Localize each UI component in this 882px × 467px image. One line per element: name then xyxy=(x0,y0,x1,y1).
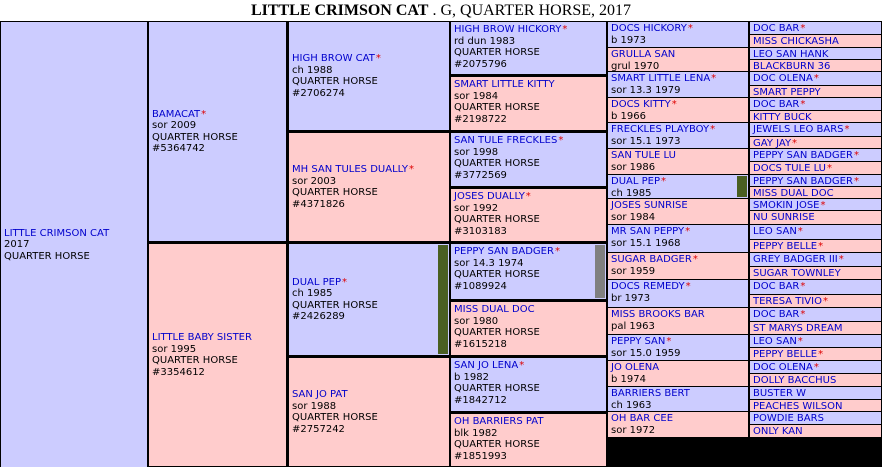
great-grandparent-cell xyxy=(451,302,606,355)
gen5-ancestor-cell xyxy=(750,225,881,239)
horse-name-link[interactable] xyxy=(753,150,878,161)
horse-detail: sor 15.0 1959 xyxy=(611,347,681,359)
horse-name-link[interactable] xyxy=(753,49,878,59)
horse-name[interactable]: MISS CHICKASHA xyxy=(753,36,839,47)
great-grandparent-cell xyxy=(451,414,606,466)
horse-detail: sor 15.1 1968 xyxy=(611,237,681,249)
horse-name[interactable]: JOSES SUNRISE xyxy=(611,200,688,211)
horse-name-link[interactable] xyxy=(753,336,878,347)
horse-name-link[interactable] xyxy=(454,24,603,36)
horse-detail: pal 1963 xyxy=(611,320,655,332)
star-marker: * xyxy=(661,176,666,187)
horse-detail: sor 14.3 1974 xyxy=(454,257,524,269)
star-marker: * xyxy=(800,309,806,320)
gen5-ancestor-cell xyxy=(750,211,881,224)
gen5-ancestor-cell xyxy=(750,240,881,252)
horse-detail: sor 1988 xyxy=(292,400,337,412)
horse-name[interactable]: SMOKIN JOSE xyxy=(753,200,820,210)
horse-name-link[interactable] xyxy=(611,23,745,35)
gen4-ancestor-cell xyxy=(608,72,748,97)
horse-detail: sor 2003 xyxy=(292,175,337,187)
horse-name-link[interactable] xyxy=(454,416,603,428)
gen5-ancestor-cell xyxy=(750,361,881,373)
horse-detail: #1842712 xyxy=(454,394,507,406)
gen5-ancestor-cell xyxy=(750,308,881,321)
gen5-ancestor-cell xyxy=(750,137,881,148)
horse-detail: sor 1986 xyxy=(611,161,656,173)
title-horse-name: LITTLE CRIMSON CAT xyxy=(250,2,429,19)
horse-detail: #1851993 xyxy=(454,450,507,462)
star-marker: * xyxy=(800,281,806,292)
star-marker: * xyxy=(844,124,850,135)
horse-detail: QUARTER HORSE xyxy=(152,131,238,143)
horse-detail: rd dun 1983 xyxy=(454,35,516,47)
horse-name[interactable]: DOLLY BACCHUS xyxy=(753,375,837,386)
gen5-ancestor-cell xyxy=(750,35,881,47)
star-marker: * xyxy=(375,53,381,64)
horse-name-link[interactable] xyxy=(753,23,878,34)
horse-name-link[interactable] xyxy=(753,281,878,293)
star-marker: * xyxy=(800,23,806,34)
horse-name[interactable]: SMART LITTLE KITTY xyxy=(454,79,555,90)
horse-name-link[interactable] xyxy=(454,246,592,258)
star-marker: * xyxy=(562,24,568,35)
subject-horse xyxy=(1,22,147,467)
horse-name-link[interactable] xyxy=(753,87,878,97)
horse-detail: QUARTER HORSE xyxy=(454,214,540,225)
gen5-ancestor-cell xyxy=(750,175,881,186)
horse-name[interactable]: BARRIERS BERT xyxy=(611,388,690,399)
horse-detail: ch 1988 xyxy=(292,64,333,76)
gen5-ancestor-cell xyxy=(750,412,881,424)
horse-name[interactable]: TERESA TIVIO xyxy=(753,296,822,307)
horse-name-link[interactable] xyxy=(611,124,745,136)
horse-name[interactable]: HIGH BROW HICKORY xyxy=(454,24,562,35)
great-grandparent-cell xyxy=(451,77,606,130)
horse-detail: #2706274 xyxy=(292,87,345,99)
horse-detail: #2426289 xyxy=(292,311,345,322)
gen4-ancestor-cell xyxy=(608,361,748,386)
star-marker: * xyxy=(853,176,859,186)
horse-name[interactable]: DOCS KITTY xyxy=(611,99,671,110)
horse-name[interactable]: OH BAR CEE xyxy=(611,413,674,424)
horse-name[interactable]: JOSES DUALLY xyxy=(454,191,525,202)
horse-name[interactable]: BUSTER W xyxy=(753,388,806,399)
great-grandparent-cell xyxy=(451,133,606,186)
horse-name-link[interactable] xyxy=(611,150,745,162)
horse-detail: sor 13.3 1979 xyxy=(611,84,681,96)
horse-name[interactable]: HIGH BROW CAT xyxy=(292,53,375,64)
star-marker: * xyxy=(826,163,832,174)
horse-name-link[interactable] xyxy=(611,388,745,400)
gen4-ancestor-cell xyxy=(608,48,748,71)
horse-name[interactable]: ST MARYS DREAM xyxy=(753,323,843,334)
inbreeding-bar xyxy=(438,245,448,354)
horse-name-link[interactable] xyxy=(753,375,878,386)
horse-name[interactable]: DOC OLENA xyxy=(753,73,813,84)
star-marker: * xyxy=(838,254,844,265)
horse-name[interactable]: DOC BAR xyxy=(753,281,800,292)
gen5-ancestor-cell xyxy=(750,295,881,307)
horse-name[interactable]: MH SAN TULES DUALLY xyxy=(292,164,408,175)
horse-detail: ch 1985 xyxy=(611,187,652,198)
horse-detail: QUARTER HORSE xyxy=(454,102,540,113)
horse-detail: br 1973 xyxy=(611,292,651,304)
horse-name-link[interactable] xyxy=(611,309,745,321)
horse-name[interactable]: MR SAN PEPPY xyxy=(611,226,685,237)
horse-name[interactable]: LITTLE CRIMSON CAT xyxy=(4,227,110,239)
great-grandparent-cell xyxy=(451,358,606,411)
horse-name[interactable]: SUGAR TOWNLEY xyxy=(753,268,841,279)
horse-name-link[interactable] xyxy=(753,241,878,252)
horse-name[interactable]: GAY JAY xyxy=(753,138,792,148)
horse-name[interactable]: SMART LITTLE LENA xyxy=(611,73,711,84)
horse-name[interactable]: PEPPY SAN xyxy=(611,336,666,347)
horse-detail: sor 1992 xyxy=(454,202,499,214)
horse-detail: #1089924 xyxy=(454,280,507,292)
horse-name-link[interactable] xyxy=(753,36,878,47)
horse-detail: b 1974 xyxy=(611,373,646,385)
horse-name-link[interactable] xyxy=(753,349,878,360)
horse-name-link[interactable] xyxy=(292,389,446,401)
gen4-ancestor-cell xyxy=(608,412,748,437)
horse-detail: #3103183 xyxy=(454,225,507,237)
horse-name-link[interactable] xyxy=(611,281,745,293)
horse-detail: QUARTER HORSE xyxy=(292,76,378,87)
horse-name[interactable]: GREY BADGER III xyxy=(753,254,838,265)
horse-name[interactable]: DOC BAR xyxy=(753,99,800,110)
horse-name-link[interactable] xyxy=(753,388,878,399)
inbreeding-bar xyxy=(737,176,747,197)
horse-name-link[interactable] xyxy=(753,99,878,110)
horse-name-link[interactable] xyxy=(753,138,878,148)
grandparent-cell xyxy=(289,244,449,355)
star-marker: * xyxy=(853,150,859,161)
horse-name[interactable]: PEPPY SAN BADGER xyxy=(454,246,554,257)
horse-detail: sor 15.1 1973 xyxy=(611,135,681,147)
gen4-ancestor-cell xyxy=(608,225,748,252)
horse-name-link[interactable] xyxy=(454,360,603,372)
gen5-ancestor-cell xyxy=(750,86,881,97)
gen5-ancestor-cell xyxy=(750,162,881,174)
horse-detail: 2017 xyxy=(4,239,30,251)
horse-detail: b 1982 xyxy=(454,371,489,383)
horse-name[interactable]: SAN JO LENA xyxy=(454,360,519,371)
horse-name[interactable]: POWDIE BARS xyxy=(753,413,824,424)
gen4-ancestor-cell xyxy=(608,335,748,360)
horse-name-link[interactable] xyxy=(753,296,878,307)
horse-detail: sor 1998 xyxy=(454,146,499,158)
star-marker: * xyxy=(671,99,677,110)
horse-detail: #4371826 xyxy=(292,198,345,210)
horse-name[interactable]: FRECKLES PLAYBOY xyxy=(611,124,710,135)
horse-detail: blk 1982 xyxy=(454,427,498,439)
star-marker: * xyxy=(797,226,803,237)
gen5-ancestor-cell xyxy=(750,22,881,34)
gen4-ancestor-cell xyxy=(608,199,748,224)
horse-name-link[interactable] xyxy=(753,212,878,224)
star-marker: * xyxy=(409,164,414,175)
star-marker: * xyxy=(820,200,826,210)
horse-detail: QUARTER HORSE xyxy=(454,158,540,169)
horse-name-link[interactable] xyxy=(292,164,446,176)
horse-name[interactable]: GRULLA SAN xyxy=(611,49,676,60)
horse-name[interactable]: DOCS HICKORY xyxy=(611,23,687,34)
star-marker: * xyxy=(687,23,693,34)
gen5-ancestor-cell xyxy=(750,111,881,122)
horse-detail: #3772569 xyxy=(454,169,507,181)
horse-name[interactable]: SMART PEPPY xyxy=(753,87,821,97)
horse-name[interactable]: DUAL PEP xyxy=(611,176,660,187)
horse-name[interactable]: JEWELS LEO BARS xyxy=(753,124,844,135)
star-marker: * xyxy=(818,349,824,360)
horse-detail: QUARTER HORSE xyxy=(292,187,378,198)
gen5-ancestor-cell xyxy=(750,48,881,59)
horse-detail: QUARTER HORSE xyxy=(152,355,238,366)
horse-detail: sor 1980 xyxy=(454,315,499,327)
gen5-ancestor-cell xyxy=(750,123,881,136)
horse-name-link[interactable] xyxy=(753,309,878,321)
grandparent-cell xyxy=(289,358,449,466)
star-marker: * xyxy=(519,360,525,371)
gen5-ancestor-cell xyxy=(750,280,881,294)
great-grandparent-cell xyxy=(451,244,606,299)
horse-name-link[interactable] xyxy=(611,176,734,188)
horse-name[interactable]: DOCS REMEDY xyxy=(611,281,685,292)
horse-name-link[interactable] xyxy=(611,336,745,348)
horse-name[interactable]: MISS DUAL DOC xyxy=(753,188,834,198)
horse-name[interactable]: BAMACAT xyxy=(152,108,201,120)
sire-dam-cell xyxy=(149,244,286,466)
star-marker: * xyxy=(558,135,564,146)
gen5-ancestor-cell xyxy=(750,335,881,347)
horse-name-link[interactable] xyxy=(753,188,878,198)
horse-detail: QUARTER HORSE xyxy=(454,47,540,58)
horse-name[interactable]: PEPPY BELLE xyxy=(753,241,818,252)
horse-name-link[interactable] xyxy=(292,277,435,289)
horse-name-link[interactable] xyxy=(753,163,878,174)
gen5-ancestor-cell xyxy=(750,400,881,411)
star-marker: * xyxy=(201,108,207,120)
horse-detail: ch 1963 xyxy=(611,399,652,411)
horse-name[interactable]: LEO SAN xyxy=(753,226,797,237)
horse-name[interactable]: DOC BAR xyxy=(753,23,800,34)
star-marker: * xyxy=(813,362,819,373)
horse-name[interactable]: PEPPY SAN BADGER xyxy=(753,150,853,161)
star-marker: * xyxy=(800,99,806,110)
gen4-ancestor-cell xyxy=(608,98,748,122)
horse-name-link[interactable] xyxy=(753,426,878,437)
horse-name-link[interactable] xyxy=(753,362,878,373)
star-marker: * xyxy=(711,73,717,84)
great-grandparent-cell xyxy=(451,22,606,74)
gen5-ancestor-cell xyxy=(750,60,881,71)
horse-name[interactable]: LEO SAN HANK xyxy=(753,49,829,59)
horse-name[interactable]: BLACKBURN 36 xyxy=(753,61,831,71)
gen4-ancestor-cell xyxy=(608,175,748,198)
horse-name-link[interactable] xyxy=(454,135,603,147)
great-grandparent-cell xyxy=(451,189,606,241)
horse-detail: QUARTER HORSE xyxy=(292,412,378,423)
gen5-ancestor-cell xyxy=(750,425,881,437)
gen4-ancestor-cell xyxy=(608,387,748,411)
inbreeding-bar xyxy=(595,245,605,298)
star-marker: * xyxy=(525,191,531,202)
horse-detail: QUARTER HORSE xyxy=(4,250,90,262)
horse-name-link[interactable] xyxy=(753,413,878,424)
gen4-ancestor-cell xyxy=(608,280,748,307)
gen5-ancestor-cell xyxy=(750,322,881,334)
horse-detail: #5364742 xyxy=(152,143,205,154)
star-marker: * xyxy=(822,296,828,307)
gen4-ancestor-cell xyxy=(608,149,748,174)
horse-name-link[interactable] xyxy=(753,268,878,279)
gen4-ancestor-cell xyxy=(608,253,748,279)
horse-name-link[interactable] xyxy=(753,176,878,186)
horse-name-link[interactable] xyxy=(4,228,144,240)
gen5-ancestor-cell xyxy=(750,199,881,210)
horse-name-link[interactable] xyxy=(753,73,878,85)
star-marker: * xyxy=(792,138,798,148)
horse-detail: sor 1972 xyxy=(611,424,656,436)
horse-name[interactable]: DOC OLENA xyxy=(753,362,813,373)
horse-name-link[interactable] xyxy=(753,61,878,71)
horse-name-link[interactable] xyxy=(611,413,745,425)
horse-name[interactable]: LITTLE BABY SISTER xyxy=(152,332,252,343)
gen5-ancestor-cell xyxy=(750,98,881,110)
horse-name-link[interactable] xyxy=(611,200,745,212)
horse-detail: QUARTER HORSE xyxy=(454,269,540,280)
horse-name-link[interactable] xyxy=(753,401,878,411)
page-title xyxy=(0,0,882,22)
horse-name[interactable]: MISS DUAL DOC xyxy=(454,304,535,315)
horse-name-link[interactable] xyxy=(152,109,283,121)
star-marker: * xyxy=(710,124,716,135)
horse-name-link[interactable] xyxy=(454,79,603,91)
horse-detail: sor 1959 xyxy=(611,265,656,277)
horse-name[interactable]: SUGAR BADGER xyxy=(611,254,692,265)
horse-detail: sor 1984 xyxy=(454,90,499,102)
grandparent-cell xyxy=(289,22,449,130)
horse-name[interactable]: SAN JO PAT xyxy=(292,389,348,400)
star-marker: * xyxy=(666,336,672,347)
horse-detail: #3354612 xyxy=(152,366,205,378)
grandparent-cell xyxy=(289,133,449,241)
horse-name-link[interactable] xyxy=(753,226,878,238)
horse-detail: #2198722 xyxy=(454,113,507,125)
horse-name-link[interactable] xyxy=(753,200,878,210)
horse-detail: ch 1985 xyxy=(292,288,333,299)
horse-name-link[interactable] xyxy=(753,323,878,334)
horse-name[interactable]: PEACHES WILSON xyxy=(753,401,843,411)
gen4-ancestor-cell xyxy=(608,22,748,47)
horse-name-link[interactable] xyxy=(454,304,603,316)
horse-detail: QUARTER HORSE xyxy=(454,383,540,394)
horse-name[interactable]: LEO SAN xyxy=(753,336,797,347)
horse-name[interactable]: DOC BAR xyxy=(753,309,800,320)
sire-dam-cell xyxy=(149,22,286,241)
horse-detail: grul 1970 xyxy=(611,60,660,71)
horse-name-link[interactable] xyxy=(152,332,283,344)
horse-name[interactable]: SAN TULE FRECKLES xyxy=(454,135,558,146)
horse-name[interactable]: OH BARRIERS PAT xyxy=(454,416,544,427)
star-marker: * xyxy=(813,73,819,84)
horse-name[interactable]: PEPPY SAN BADGER xyxy=(753,176,853,186)
horse-detail: QUARTER HORSE xyxy=(454,439,540,450)
gen5-ancestor-cell xyxy=(750,187,881,198)
star-marker: * xyxy=(797,336,803,347)
horse-name[interactable]: KITTY BUCK xyxy=(753,112,812,122)
horse-name-link[interactable] xyxy=(753,112,878,122)
horse-name[interactable]: PEPPY BELLE xyxy=(753,349,818,360)
horse-name[interactable]: ONLY KAN xyxy=(753,426,803,437)
gen5-ancestor-cell xyxy=(750,149,881,161)
horse-detail: QUARTER HORSE xyxy=(454,327,540,338)
star-marker: * xyxy=(342,276,347,288)
horse-detail: sor 1995 xyxy=(152,343,197,355)
gen5-ancestor-cell xyxy=(750,374,881,386)
horse-name[interactable]: JO OLENA xyxy=(611,362,660,373)
gen5-ancestor-cell xyxy=(750,348,881,360)
gen5-ancestor-cell xyxy=(750,72,881,85)
horse-name-link[interactable] xyxy=(611,362,745,374)
star-marker: * xyxy=(685,281,691,292)
horse-name[interactable]: SAN TULE LU xyxy=(611,150,676,161)
horse-detail: #2757242 xyxy=(292,423,345,435)
horse-name[interactable]: NU SUNRISE xyxy=(753,212,815,223)
gen4-ancestor-cell xyxy=(608,123,748,148)
gen4-ancestor-cell xyxy=(608,308,748,334)
horse-name[interactable]: MISS BROOKS BAR xyxy=(611,309,705,320)
title-details: . G, QUARTER HORSE, 2017 xyxy=(428,2,632,19)
gen5-ancestor-cell xyxy=(750,253,881,266)
horse-name-link[interactable] xyxy=(611,73,745,85)
star-marker: * xyxy=(692,254,698,265)
horse-name-link[interactable] xyxy=(292,53,446,65)
horse-name-link[interactable] xyxy=(611,49,745,61)
horse-name-link[interactable] xyxy=(611,99,745,111)
horse-detail: QUARTER HORSE xyxy=(292,299,378,311)
horse-name-link[interactable] xyxy=(611,254,745,266)
gen5-ancestor-cell xyxy=(750,387,881,399)
horse-detail: #1615218 xyxy=(454,338,507,350)
horse-detail: b 1966 xyxy=(611,110,646,122)
horse-name[interactable]: DOCS TULE LU xyxy=(753,163,826,174)
star-marker: * xyxy=(818,241,824,252)
horse-detail: b 1973 xyxy=(611,34,646,46)
horse-name-link[interactable] xyxy=(611,226,745,238)
star-marker: * xyxy=(685,226,691,237)
horse-detail: sor 2009 xyxy=(152,120,197,131)
gen5-ancestor-cell xyxy=(750,267,881,279)
pedigree-chart xyxy=(0,21,882,467)
horse-name[interactable]: DUAL PEP xyxy=(292,276,341,288)
horse-detail: #2075796 xyxy=(454,58,507,70)
horse-detail: sor 1984 xyxy=(611,211,656,223)
star-marker: * xyxy=(554,246,560,257)
horse-name-link[interactable] xyxy=(753,254,878,266)
horse-name-link[interactable] xyxy=(454,191,603,203)
horse-name-link[interactable] xyxy=(753,124,878,136)
